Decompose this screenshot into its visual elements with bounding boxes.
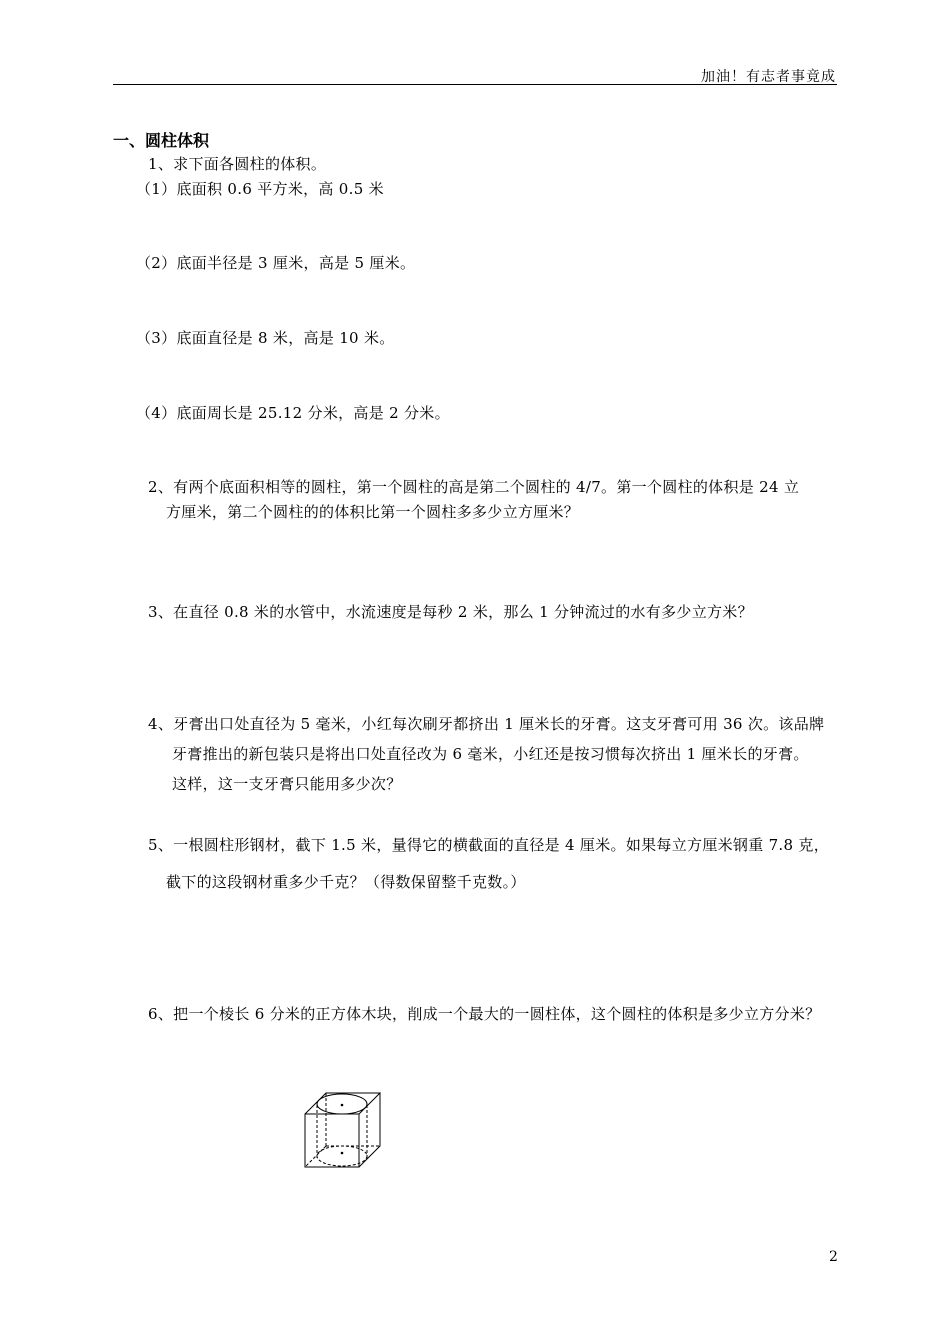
top-center-dot	[341, 1104, 344, 1107]
cube-front-face	[305, 1114, 359, 1167]
q1-intro: 1、求下面各圆柱的体积。	[148, 155, 327, 173]
q4-line-3: 这样，这一支牙膏只能用多少次？	[172, 775, 402, 793]
q5-line-2: 截下的这段钢材重多少千克？（得数保留整千克数。）	[166, 873, 526, 891]
q1-part-3: （3）底面直径是 8 米，高是 10 米。	[136, 329, 395, 347]
q5-line-1: 5、一根圆柱形钢材，截下 1.5 米，量得它的横截面的直径是 4 厘米。如果每立方厘米钢重 7.8 克，	[148, 836, 830, 854]
q6-text: 6、把一个棱长 6 分米的正方体木块，削成一个最大的一圆柱体，这个圆柱的体积是多少立方分米？	[148, 1005, 821, 1023]
q1-part-2: （2）底面半径是 3 厘米，高是 5 厘米。	[136, 254, 416, 272]
page-number: 2	[829, 1249, 838, 1265]
q2-line-2: 方厘米，第二个圆柱的的体积比第一个圆柱多多少立方厘米？	[166, 503, 580, 521]
q1-part-1: （1）底面积 0.6 平方米，高 0.5 米	[136, 180, 384, 198]
section-title: 一、圆柱体积	[113, 131, 210, 150]
q4-line-2: 牙膏推出的新包装只是将出口处直径改为 6 毫米，小红还是按习惯每次挤出 1 厘米长的牙膏。	[172, 745, 809, 763]
bottom-center-dot	[341, 1152, 344, 1155]
q1-part-4: （4）底面周长是 25.12 分米，高是 2 分米。	[136, 404, 450, 422]
cube-cylinder-figure	[300, 1088, 382, 1170]
q2-line-1: 2、有两个底面积相等的圆柱，第一个圆柱的高是第二个圆柱的 4/7。第一个圆柱的体积是 24 立	[148, 478, 800, 496]
q3-text: 3、在直径 0.8 米的水管中，水流速度是每秒 2 米，那么 1 分钟流过的水有多少立方米？	[148, 603, 753, 621]
cube-top-face	[305, 1093, 380, 1114]
header-motto: 加油！有志者事竟成	[701, 69, 836, 85]
header-rule	[113, 84, 837, 85]
q4-line-1: 4、牙膏出口处直径为 5 毫米，小红每次刷牙都挤出 1 厘米长的牙膏。这支牙膏可用 36 次。该品牌	[148, 715, 825, 733]
